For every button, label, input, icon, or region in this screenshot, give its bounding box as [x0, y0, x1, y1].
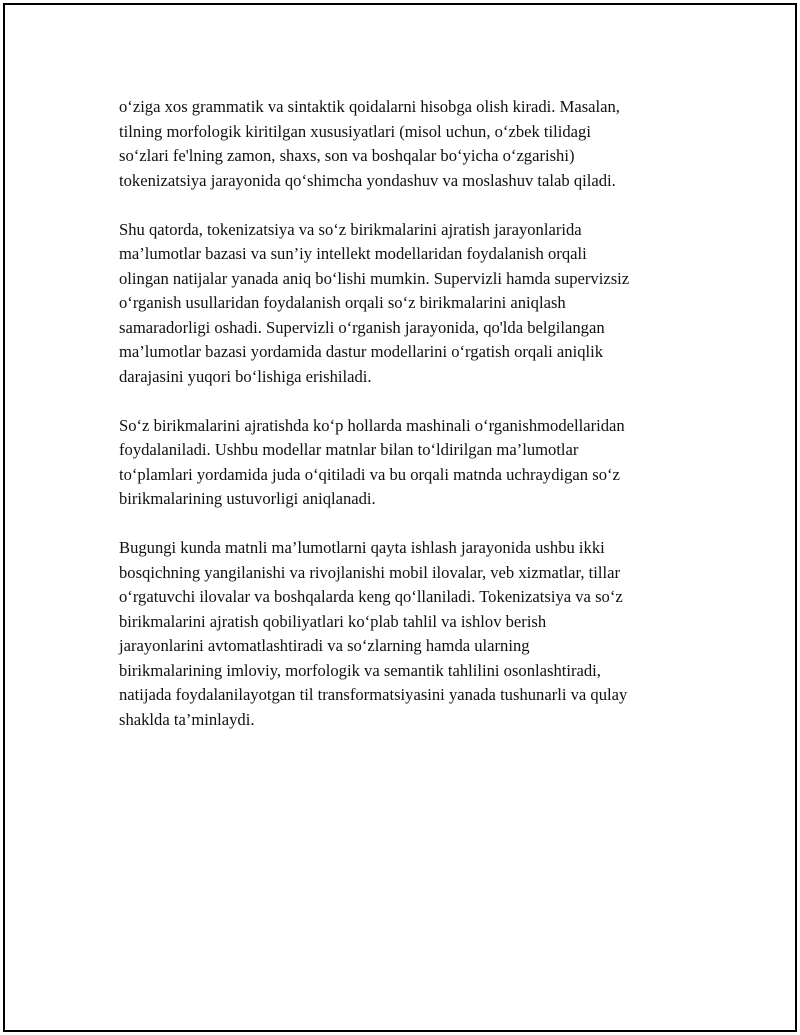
paragraph-4: [119, 536, 719, 732]
text-line: shaklda ta’minlaydi.: [119, 709, 255, 729]
document-page: [3, 3, 797, 1032]
text-line: natijada foydalanilayotgan til transformatsiyasini yanada tushunarli va qulay: [119, 685, 628, 704]
text-line: ma’lumotlar bazasi yordamida dastur modellarini o‘rgatish orqali aniqlik: [119, 342, 604, 361]
text-line: so‘zlari fe'lning zamon, shaxs, son va boshqalar bo‘yicha o‘zgarishi): [119, 146, 575, 165]
paragraph-1: [119, 95, 719, 193]
paragraph-3: [119, 414, 719, 512]
text-line: foydalaniladi. Ushbu modellar matnlar bilan to‘ldirilgan ma’lumotlar: [119, 440, 579, 459]
text-line: birikmalarining ustuvorligi aniqlanadi.: [119, 489, 376, 508]
text-line: darajasini yuqori bo‘lishiga erishiladi.: [119, 366, 372, 386]
text-line: birikmalarining imloviy, morfologik va semantik tahlilini osonlashtiradi,: [119, 660, 601, 680]
text-line: o‘rganish usullaridan foydalanish orqali so‘z birikmalarini aniqlash: [119, 293, 566, 312]
text-line: So‘z birikmalarini ajratishda ko‘p hollarda mashinali o‘rganishmodellaridan: [119, 415, 625, 435]
text-line: tokenizatsiya jarayonida qo‘shimcha yondashuv va moslashuv talab qiladi.: [119, 170, 616, 190]
text-line: o‘ziga xos grammatik va sintaktik qoidalarni hisobga olish kiradi. Masalan,: [119, 97, 620, 116]
text-line: olingan natijalar yanada aniq bo‘lishi mumkin. Supervizli hamda supervizsiz: [119, 268, 630, 288]
document-body: [119, 95, 719, 757]
text-line: birikmalarini ajratish qobiliyatlari ko‘plab tahlil va ishlov berish: [119, 611, 547, 631]
text-line: jarayonlarini avtomatlashtiradi va so‘zlarning hamda ularning: [119, 636, 530, 655]
text-line: Shu qatorda, tokenizatsiya va so‘z birikmalarini ajratish jarayonlarida: [119, 219, 582, 239]
text-line: to‘plamlari yordamida juda o‘qitiladi va bu orqali matnda uchraydigan so‘z: [119, 464, 620, 484]
text-line: bosqichning yangilanishi va rivojlanishi mobil ilovalar, veb xizmatlar, tillar: [119, 562, 620, 582]
text-line: tilning morfologik kiritilgan xususiyatlari (misol uchun, o‘zbek tilidagi: [119, 121, 591, 141]
text-line: Bugungi kunda matnli ma’lumotlarni qayta ishlash jarayonida ushbu ikki: [119, 538, 605, 557]
text-line: ma’lumotlar bazasi va sun’iy intellekt modellaridan foydalanish orqali: [119, 244, 587, 263]
text-line: samaradorligi oshadi. Supervizli o‘rganish jarayonida, qo'lda belgilangan: [119, 317, 605, 337]
text-line: o‘rgatuvchi ilovalar va boshqalarda keng qo‘llaniladi. Tokenizatsiya va so‘z: [119, 587, 623, 606]
paragraph-2: [119, 218, 719, 390]
